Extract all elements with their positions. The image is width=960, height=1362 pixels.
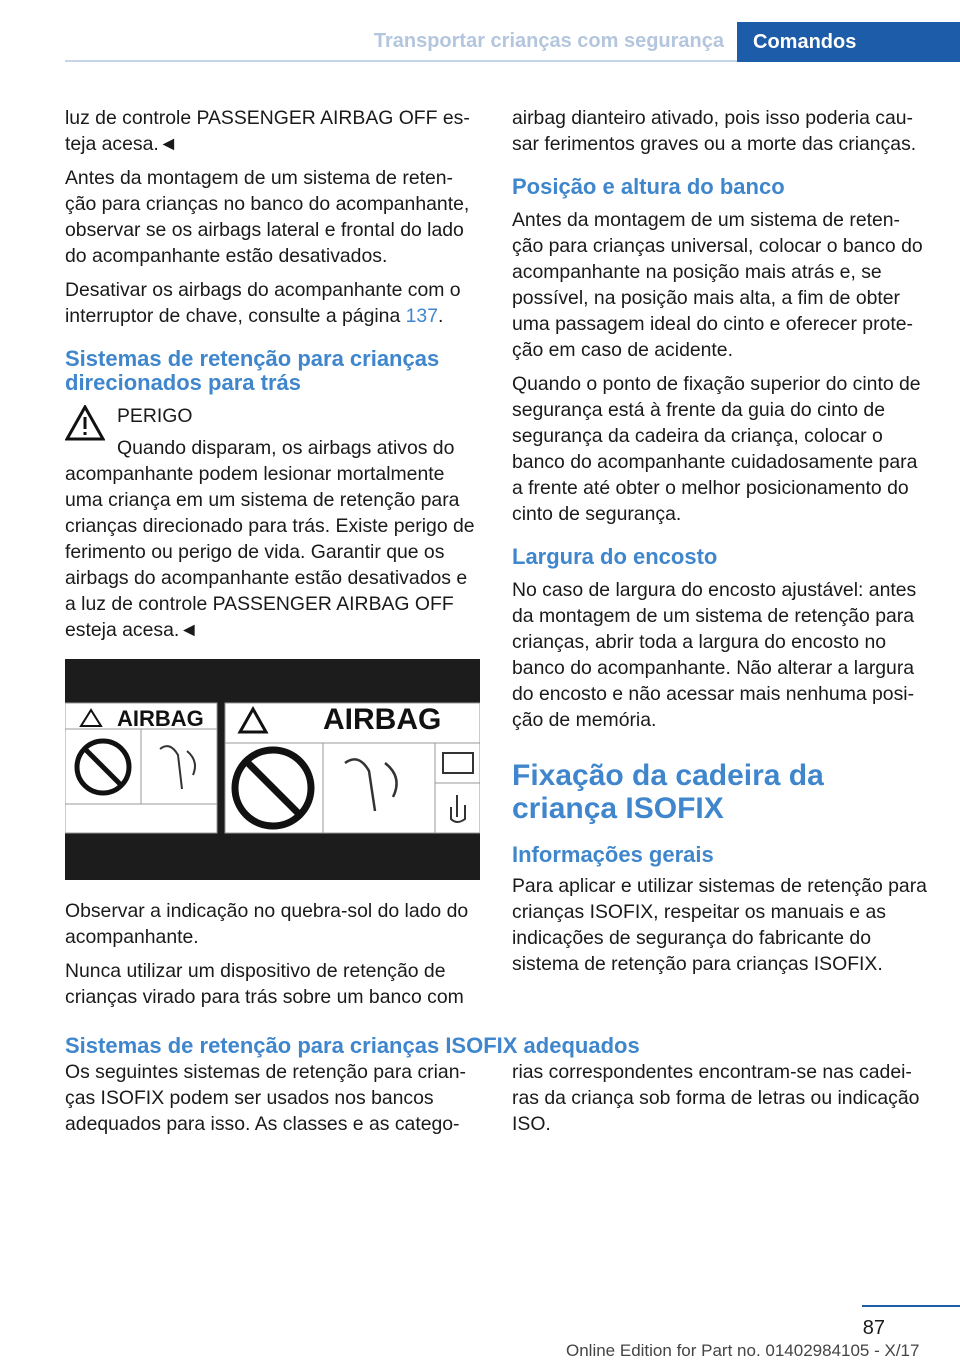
subheading-general-info: Informações gerais bbox=[512, 842, 714, 867]
warning-triangle-icon bbox=[65, 405, 105, 441]
bottom-left-text bbox=[65, 1059, 480, 1145]
section-heading: Sistemas de retenção para crianças direcionados para trás bbox=[65, 346, 440, 395]
paragraph: Para aplicar e utilizar sistemas de retenção para crianças ISOFIX, respeitar os manuais e as indicações de segurança do fabricante do sistema de retenção para crianças ISOFIX. bbox=[512, 875, 927, 975]
paragraph: luz de controle PASSENGER AIRBAG OFF es‐ teja acesa.◄ bbox=[65, 107, 470, 155]
edition-note: Online Edition for Part no. 01402984105 - X/17 bbox=[566, 1341, 920, 1360]
page-number: 87 bbox=[862, 1317, 885, 1339]
paragraph: rias correspondentes encontram-se nas cadei‐ ras da criança sob forma de letras ou indicação ISO. bbox=[512, 1061, 920, 1135]
section-heading-position: Posição e altura do banco bbox=[512, 174, 785, 199]
paragraph: Desativar os airbags do acompanhante com o interruptor de chave, consulte a página 137. bbox=[65, 279, 461, 327]
header-tab-comandos[interactable]: Comandos bbox=[737, 22, 960, 62]
warning-text: Quando disparam, os airbags ativos do acompanhante podem lesionar mortalmente uma criança em um sistema de retenção para crianças direcionado para trás. Existe perigo de ferimento ou perigo de vida. Garantir que os airbags do acompanhante estão desativados e a luz de controle PASSENGER AIRBAG OFF esteja acesa.◄ bbox=[65, 437, 475, 641]
footer-rule bbox=[862, 1305, 960, 1307]
warning-title: PERIGO bbox=[117, 405, 193, 427]
airbag-label-illustration bbox=[65, 659, 480, 880]
paragraph: airbag dianteiro ativado, pois isso poderia cau‐ sar ferimentos graves ou a morte das crianças. bbox=[512, 107, 917, 155]
section-heading-width: Largura do encosto bbox=[512, 544, 718, 569]
airbag-label-large: AIRBAG bbox=[323, 703, 442, 736]
page-link[interactable]: 137 bbox=[405, 305, 438, 327]
paragraph: Antes da montagem de um sistema de reten‐ ção para crianças universal, colocar o banco do acompanhante na posição mais atrás e, se possível, na posição mais alta, a fim de obter uma passagem ideal do cinto e oferecer prote‐ ção em caso de acidente. bbox=[512, 209, 923, 361]
paragraph: No caso de largura do encosto ajustável: antes da montagem de um sistema de retenção para crianças, abrir toda a largura do encosto no banco do acompanhante. Não alterar a largura do encosto e não acessar mais nenhuma posi‐ ção de memória. bbox=[512, 579, 917, 731]
paragraph: Observar a indicação no quebra-sol do lado do acompanhante. bbox=[65, 900, 469, 948]
airbag-label-small: AIRBAG bbox=[117, 706, 204, 731]
paragraph: Antes da montagem de um sistema de reten‐ ção para crianças no banco do acompanhante, observar se os airbags lateral e frontal do lado do acompanhante estão desativados. bbox=[65, 167, 470, 267]
chapter-heading-isofix: Fixação da cadeira da criança ISOFIX bbox=[512, 759, 824, 825]
right-column bbox=[512, 105, 930, 985]
paragraph: Os seguintes sistemas de retenção para crian‐ ças ISOFIX podem ser usados nos bancos adequados para isso. As classes e as catego‐ bbox=[65, 1061, 466, 1135]
bottom-right-text bbox=[512, 1059, 930, 1145]
left-column bbox=[65, 105, 480, 1018]
paragraph: Quando o ponto de fixação superior do cinto de segurança está à frente da guia do cinto de segurança da cadeira da criança, colocar o banco do acompanhante cuidadosamente para a frente até obter o melhor posicionamento do cinto de segurança. bbox=[512, 373, 921, 525]
full-width-heading: Sistemas de retenção para crianças ISOFIX adequados bbox=[65, 1033, 640, 1058]
header-section-title: Transportar crianças com segurança bbox=[373, 30, 724, 52]
airbag-label-figure bbox=[65, 659, 480, 880]
paragraph: Nunca utilizar um dispositivo de retenção de crianças virado para trás sobre um banco com bbox=[65, 960, 464, 1008]
warning-block bbox=[65, 403, 480, 429]
